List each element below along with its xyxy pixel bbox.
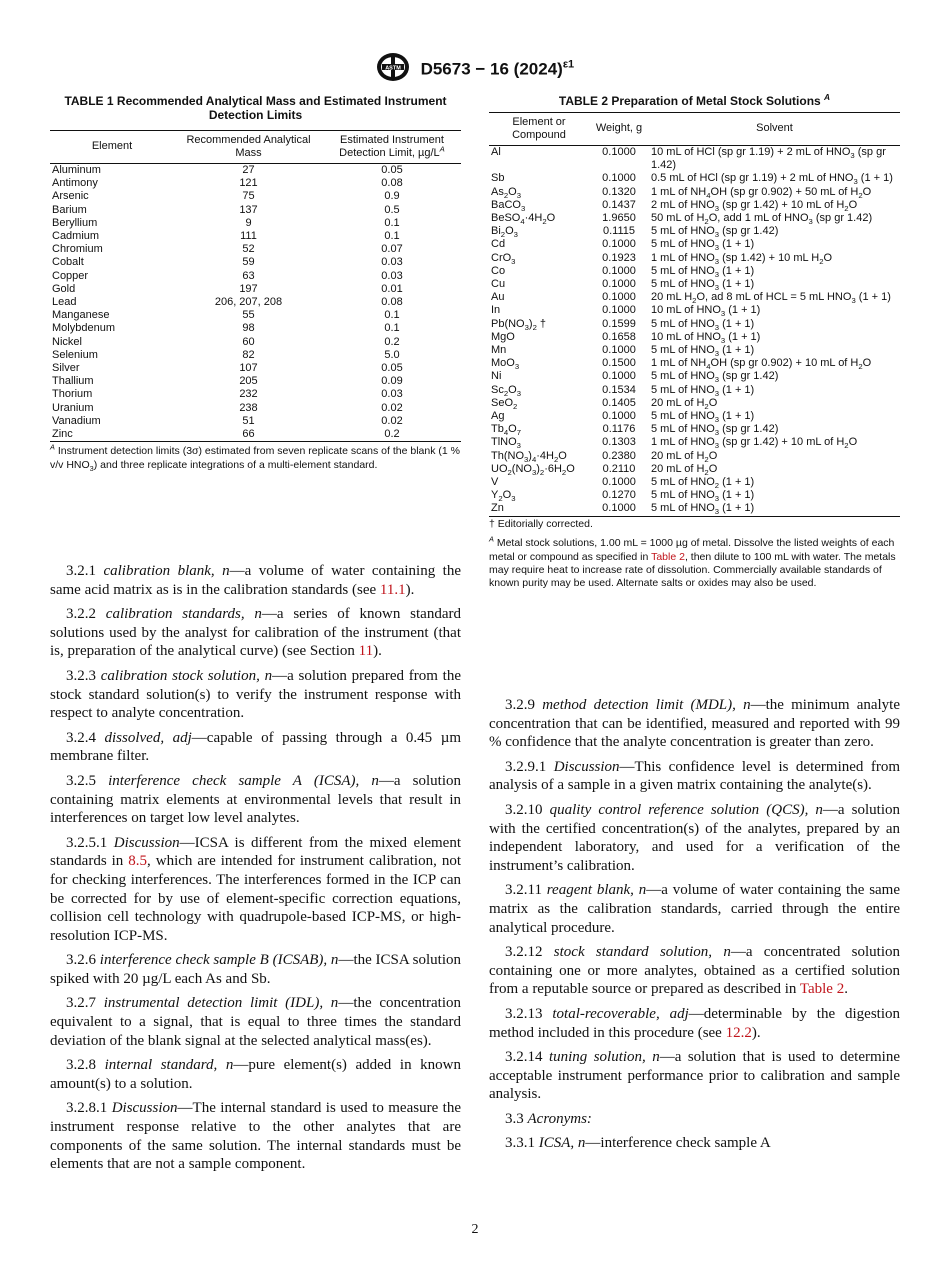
- table1-row: [50, 375, 461, 388]
- definition-term: calibration blank, n: [103, 563, 230, 579]
- table1-row: [50, 283, 461, 296]
- table1-cell: 63: [242, 269, 255, 282]
- table2-row: [489, 502, 900, 516]
- table1-row: [50, 243, 461, 256]
- table2-cell-element: Cu: [491, 278, 506, 291]
- table2-cell-solvent: 10 mL of $HNO_3$ (1 + 1): [651, 330, 761, 346]
- cross-reference-link[interactable]: 11.1: [379, 581, 406, 598]
- table2-cell-element: Zn: [491, 502, 504, 515]
- table2-cell-solvent: 5 mL of $HNO_3$ (1 + 1): [651, 410, 755, 425]
- table1-row: [50, 256, 461, 269]
- definition-term: calibration standards, n: [105, 606, 262, 623]
- table2-cell-weight: 0.1000: [602, 410, 636, 423]
- definition-paragraph: 3.3.1 ICSA, n—interference check sample A: [505, 1135, 771, 1152]
- table2-cell-solvent: 5 mL of $HNO_3$ (sp gr 1.42): [651, 225, 779, 240]
- table2-cell-element: $Pb(NO_3)_2$ †: [491, 317, 547, 332]
- table2-cell-element: BaCO$_3$: [491, 198, 526, 213]
- table1-cell: 0.03: [381, 269, 403, 282]
- table2-row: [489, 370, 900, 383]
- table1-cell: 0.07: [381, 243, 403, 256]
- table2-cell-element: Ni: [491, 370, 502, 383]
- table2-cell-weight: 0.1000: [602, 344, 636, 357]
- table2-row: [489, 489, 900, 502]
- definition-term: Discussion: [113, 834, 180, 851]
- table2-row: [489, 278, 900, 291]
- table1-cell: 206, 207, 208: [214, 296, 283, 309]
- table2-header-solvent: Solvent: [756, 122, 793, 135]
- table1-cell: 0.03: [381, 388, 403, 401]
- table1-cell: Chromium: [52, 243, 103, 256]
- table1-row: [50, 190, 461, 203]
- table2-cell-weight: 0.1270: [602, 489, 636, 502]
- table2-cell-element: MgO: [491, 330, 515, 343]
- table2-cell-element: TlNO$_3$: [491, 436, 521, 451]
- table1-row: [50, 296, 461, 309]
- table2-cell-solvent: 20 mL $H_2O$, ad 8 mL of HCL = 5 mL $HNO_3$ (1 + 1): [651, 291, 891, 306]
- definition-term: Discussion: [111, 1100, 178, 1117]
- table2-cell-solvent: 5 mL of $HNO_3$ (1 + 1): [651, 489, 755, 504]
- table1-cell: Antimony: [52, 177, 98, 190]
- table1-cell: 0.08: [381, 177, 403, 190]
- table1-row: [50, 349, 461, 362]
- table2-cell-element: Cd: [491, 238, 506, 251]
- table1-cell: 98: [242, 322, 255, 335]
- table1-cell: Aluminum: [52, 164, 101, 176]
- table1-cell: 0.09: [381, 375, 403, 388]
- table1-cell: 0.02: [381, 401, 403, 414]
- table2-cell-weight: 0.1534: [602, 383, 636, 396]
- astm-logo-icon: [376, 52, 410, 87]
- designation: D5673 − 16 (2024): [420, 59, 563, 79]
- table1-row: [50, 230, 461, 243]
- table2-cell-weight: 0.1000: [602, 476, 636, 489]
- definition-term: dissolved, adj: [104, 729, 192, 746]
- table1-caption: TABLE 1 Recommended Analytical Mass and Estimated Instrument Detection Limits: [64, 94, 447, 122]
- table2-cell-weight: 0.1000: [602, 264, 636, 277]
- table2-cell-solvent: 5 mL of $HNO_3$ (1 + 1): [651, 238, 755, 253]
- table1-cell: 0.1: [384, 216, 400, 229]
- table1-row: [50, 164, 461, 178]
- left-column: [50, 562, 461, 1180]
- table1-row: [50, 322, 461, 335]
- definition-term: instrumental detection limit (IDL), n: [103, 995, 339, 1012]
- definition-term: ICSA, n: [538, 1135, 586, 1152]
- table1-cell: Uranium: [52, 401, 94, 414]
- definition-paragraph: 3.2.12 stock standard solution, n—a concentrated solution containing one or more analytes, obtained as a certified solution from a reputable source or prepared as described in Table 2.: [489, 944, 901, 998]
- table2-cell-weight: 0.1115: [602, 225, 635, 238]
- table1-cell: 0.1: [384, 230, 400, 243]
- definition-paragraph: 3.2.13 total-recoverable, adj—determinable by the digestion method included in this procedure (see 12.2).: [489, 1005, 900, 1041]
- definition-paragraph: 3.2.6 interference check sample B (ICSAB), n—the ICSA solution spiked with 20 µg/L each As and Sb.: [50, 952, 462, 987]
- table1-header-element: Element: [91, 140, 133, 153]
- table2-cell-weight: 0.1303: [602, 436, 636, 449]
- table2-cell-solvent: 5 mL of $HNO_2$ (1 + 1): [651, 476, 755, 491]
- table2-row: [489, 463, 900, 476]
- table1-cell: 0.5: [384, 203, 400, 216]
- table2-cell-weight: 0.1000: [602, 370, 636, 383]
- table2-cell-solvent: 10 mL of HCl (sp gr 1.19) + 2 mL of $HNO_3$ (sp gr 1.42): [651, 146, 886, 172]
- right-column: [489, 696, 900, 1159]
- table2-row: [489, 318, 900, 331]
- cross-reference-link[interactable]: 11: [358, 643, 374, 660]
- table1-cell: 51: [242, 414, 255, 427]
- table1-cell: 60: [242, 335, 255, 348]
- table2-row: [489, 344, 900, 357]
- table2-row: [489, 476, 900, 489]
- table1-cell: 0.2: [384, 428, 400, 441]
- table1-cell: Nickel: [52, 335, 82, 348]
- table2-cell-solvent: 50 mL of $H_2O$, add 1 mL of $HNO_3$ (sp gr 1.42): [651, 212, 873, 227]
- table1-cell: Selenium: [52, 348, 98, 361]
- table2-cell-weight: 0.1000: [602, 238, 636, 251]
- table2-cell-solvent: 10 mL of $HNO_3$ (1 + 1): [651, 304, 761, 319]
- table1-cell: 0.9: [384, 190, 400, 203]
- table1-cell: Vanadium: [52, 414, 101, 427]
- table2-cell-element: SeO$_2$: [491, 396, 518, 412]
- table1-row: [50, 336, 461, 349]
- table2-cell-weight: 0.1437: [602, 198, 636, 211]
- table2-cell-weight: 1.9650: [602, 212, 636, 225]
- table2-row: [489, 146, 900, 173]
- definition-paragraph: 3.2.1 calibration blank, n—a volume of water containing the same acid matrix as is in the calibration standards (see 11.1).: [50, 563, 461, 598]
- table1-cell: Lead: [52, 296, 77, 309]
- table1-row: [50, 362, 461, 375]
- definition-term: method detection limit (MDL), n: [542, 697, 751, 713]
- table1-row: [50, 388, 461, 401]
- definition-paragraph: 3.3 Acronyms:: [505, 1110, 592, 1127]
- table2-link[interactable]: Table 2: [651, 550, 685, 563]
- table2-header-weight: Weight, g: [595, 122, 643, 135]
- table1-cell: 238: [239, 401, 258, 414]
- table2-cell-solvent: 5 mL of $HNO_3$ (1 + 1): [651, 502, 755, 517]
- table2-cell-weight: 0.1320: [602, 185, 636, 198]
- table1-cell: Cobalt: [52, 256, 84, 269]
- page-number: 2: [471, 1222, 479, 1237]
- table2-row: [489, 252, 900, 265]
- table2-cell-element: $Tb_4O_7$: [491, 423, 521, 438]
- table2-cell-solvent: 20 mL of $H_2O$: [651, 449, 718, 464]
- table2-cell-solvent: 5 mL of $HNO_3$ (1 + 1): [651, 278, 755, 293]
- table2-cell-element: Al: [491, 146, 501, 158]
- table1-cell: 121: [239, 177, 258, 190]
- table1-cell: Manganese: [52, 309, 110, 322]
- table2-cell-element: $BeSO_4\cdot 4H_2O$: [491, 212, 556, 227]
- definition-term: interference check sample B (ICSAB), n: [99, 952, 339, 969]
- table1-cell: Beryllium: [52, 216, 98, 229]
- table1-cell: 205: [239, 375, 258, 388]
- table1-cell: 75: [242, 190, 255, 203]
- table2-cell-weight: 0.1923: [602, 251, 636, 264]
- table2-cell-solvent: 5 mL of $HNO_3$ (1 + 1): [651, 264, 755, 280]
- table1-row: [50, 428, 461, 442]
- table2-dagger-note: † Editorially corrected.: [489, 517, 593, 530]
- table2-row: [489, 265, 900, 278]
- table1-cell: 52: [242, 243, 255, 256]
- definition-paragraph: 3.2.14 tuning solution, n—a solution that is used to determine acceptable instrument performance prior to calibration and sample analysis.: [489, 1049, 900, 1103]
- table2-cell-solvent: 2 mL of $HNO_3$ (sp gr 1.42) + 10 mL of $H_2O$: [651, 198, 858, 213]
- table1-cell: 0.2: [384, 335, 400, 348]
- table2-row: [489, 172, 900, 185]
- table1-cell: 0.05: [381, 164, 403, 176]
- table2-cell-solvent: 5 mL of $HNO_3$ (1 + 1): [651, 317, 755, 332]
- definition-paragraph: 3.2.3 calibration stock solution, n—a solution prepared from the stock standard solution(s) to verify the instrument response with respect to analyte concentration.: [50, 667, 462, 722]
- table1-cell: Gold: [52, 282, 76, 295]
- table2-cell-element: Co: [491, 264, 506, 277]
- definition-paragraph: 3.2.8.1 Discussion—The internal standard is used to measure the instrument response relative to the other analytes that are components of the same solution. The internal standards must be elements that are not a sample component.: [50, 1100, 461, 1173]
- table1-cell: 55: [242, 309, 255, 322]
- table2-cell-element: $Sc_2O_3$: [491, 383, 521, 398]
- table2-cell-element: Sb: [491, 172, 505, 185]
- table2-caption: TABLE 2 Preparation of Metal Stock Solutions $^A$: [558, 92, 831, 108]
- table2-cell-element: $Th(NO_3)_4\cdot 4H_2O$: [491, 449, 567, 464]
- table2-cell-solvent: 1 mL of $HNO_3$ (sp gr 1.42) + 10 mL of $H_2O$: [651, 436, 858, 451]
- table2-cell-weight: 0.1000: [602, 502, 636, 515]
- table2-footnote: $^A$ Metal stock solutions, 1.00 mL = 1000 µg of metal. Dissolve the listed weights of each metal or compound as specified in Table 2, then dilute to 100 mL with water. The metals may require heat to increase rate of dissolution. Commercially available standards of known purity may be used. Alternate salts or oxides may also be used.: [489, 534, 896, 590]
- table1-cell: Molybdenum: [52, 322, 115, 335]
- table2-row: [489, 212, 900, 225]
- table2-cell-element: Ag: [491, 410, 505, 423]
- definition-paragraph: 3.2.9 method detection limit (MDL), n—the minimum analyte concentration that can be identified, measured and reported with 99 % confidence that the analyte concentration is greater than zero.: [489, 697, 900, 751]
- definition-paragraph: 3.2.8 internal standard, n—pure element(s) added in known amount(s) to a solution.: [50, 1057, 461, 1092]
- page-header: [0, 52, 950, 87]
- table2-row: [489, 357, 900, 370]
- table2-cell-element: V: [491, 476, 499, 489]
- table2-row: [489, 450, 900, 463]
- table2-row: [489, 436, 900, 449]
- table1-cell: 27: [242, 164, 255, 176]
- table2-cell-solvent: 20 mL of $H_2O$: [651, 396, 718, 412]
- designation-superscript: ε1: [562, 58, 575, 71]
- table2-row: [489, 410, 900, 423]
- definition-paragraph: 3.2.7 instrumental detection limit (IDL), n—the concentration equivalent to a signal, that is equal to three times the standard deviation of the blank signal at the selected analytical mass(es).: [50, 995, 461, 1049]
- definition-paragraph: 3.2.5.1 Discussion—ICSA is different from the mixed element standards in 8.5, which are intended for instrument calibration, not for checking interferences. The interferences formed in the ICP can be corrected for by use of element-specific correction equations, collision cell technology with quadrupole-based ICP-MS, or high-resolution ICP-MS.: [50, 834, 462, 944]
- svg-text:ASTM: ASTM: [385, 65, 401, 72]
- table1-row: [50, 402, 461, 415]
- definition-term: tuning solution, n: [548, 1049, 660, 1066]
- table2-cell-weight: 0.2380: [602, 449, 636, 462]
- table2-cell-weight: 0.1500: [602, 357, 636, 370]
- table2-cell-weight: 0.1000: [602, 278, 636, 291]
- table2-cell-element: CrO$_3$: [491, 251, 516, 266]
- table2-cell-solvent: 5 mL of $HNO_3$ (sp gr 1.42): [651, 423, 779, 438]
- table2-header-element: Element or Compound: [512, 115, 566, 141]
- table2-row: [489, 186, 900, 199]
- table2-row: [489, 423, 900, 436]
- table1-cell: 0.03: [381, 256, 403, 269]
- table2-cell-weight: 0.1000: [602, 291, 636, 304]
- table2-row: [489, 238, 900, 251]
- table1-cell: Copper: [52, 269, 89, 282]
- cross-reference-link[interactable]: 8.5: [128, 853, 148, 870]
- table1-cell: 197: [239, 282, 258, 295]
- table1-cell: 137: [239, 203, 258, 216]
- table1-row: [50, 270, 461, 283]
- table2-row: [489, 291, 900, 304]
- table2-cell-weight: 0.1658: [602, 330, 636, 343]
- definition-term: quality control reference solution (QCS), n: [549, 801, 823, 818]
- table2-row: [489, 304, 900, 317]
- table1-cell: Thorium: [52, 388, 93, 401]
- cross-reference-link[interactable]: 12.2: [725, 1024, 752, 1041]
- table1-cell: Zinc: [52, 428, 73, 441]
- definition-paragraph: 3.2.10 quality control reference solution (QCS), n—a solution with the certified concentration(s) of the analytes, prepared by an independent laboratory, and used for a verification of the instrument’s calibration.: [489, 801, 901, 874]
- table1-row: [50, 217, 461, 230]
- definition-term: Acronyms:: [527, 1110, 592, 1127]
- table2-cell-solvent: 1 mL of $HNO_3$ (sp 1.42) + 10 mL $H_2O$: [651, 251, 833, 266]
- table2-cell-weight: 0.1599: [602, 317, 636, 330]
- table2-cell-solvent: 20 mL of $H_2O$: [651, 462, 718, 478]
- table1-cell: Cadmium: [52, 230, 100, 243]
- table2-cell-element: MoO$_3$: [491, 357, 520, 372]
- table2: [489, 94, 900, 591]
- table1-cell: 0.02: [381, 414, 403, 427]
- table1-cell: 107: [239, 362, 258, 375]
- table2-cell-element: $As_2O_3$: [491, 185, 521, 200]
- table1: [50, 94, 461, 472]
- table1-cell: 0.1: [384, 309, 400, 322]
- definition-paragraph: 3.2.5 interference check sample A (ICSA), n—a solution containing matrix elements at environmental levels that result in interferences on target low level analytes.: [50, 772, 462, 827]
- definition-term: total-recoverable, adj: [552, 1005, 689, 1022]
- table1-cell: 0.05: [381, 362, 403, 375]
- definition-term: reagent blank, n: [546, 882, 647, 899]
- table1-cell: 0.08: [381, 296, 403, 309]
- cross-reference-link[interactable]: Table 2: [799, 981, 845, 998]
- table2-cell-solvent: 1 mL of $NH_4OH$ (sp gr 0.902) + 50 mL of $H_2O$: [651, 185, 872, 200]
- definition-paragraph: 3.2.2 calibration standards, n—a series of known standard solutions used by the analyst for calibration of the instrument (that is, preparation of the analytical curve) (see Section 11).: [50, 606, 461, 660]
- table1-cell: Barium: [52, 203, 87, 216]
- table1-cell: 232: [239, 388, 258, 401]
- table2-cell-element: $UO_2(NO_3)_2\cdot 6H_2O$: [491, 462, 575, 478]
- table1-cell: 59: [242, 256, 255, 269]
- table1-grid: [50, 130, 461, 442]
- table2-cell-solvent: 5 mL of $HNO_3$ (1 + 1): [651, 344, 755, 359]
- table1-header-mass: Recommended Analytical Mass: [186, 133, 311, 159]
- table2-row: [489, 225, 900, 238]
- table2-cell-element: $Y_2O_3$: [491, 489, 516, 504]
- table2-row: [489, 384, 900, 397]
- table1-cell: 9: [245, 216, 252, 229]
- table1-cell: 0.01: [381, 282, 403, 295]
- table1-cell: 111: [240, 230, 257, 243]
- table1-cell: Silver: [52, 362, 80, 375]
- table2-cell-weight: 0.1405: [602, 396, 636, 409]
- table1-row: [50, 204, 461, 217]
- table2-cell-weight: 0.1176: [602, 423, 636, 436]
- table1-cell: 5.0: [384, 348, 400, 361]
- definition-paragraph: 3.2.9.1 Discussion—This confidence level is determined from analysis of a sample in a given matrix containing the analyte(s).: [489, 758, 901, 794]
- table2-cell-solvent: 1 mL of $NH_4OH$ (sp gr 0.902) + 10 mL of $H_2O$: [651, 357, 872, 372]
- definition-term: calibration stock solution, n: [100, 667, 273, 684]
- table2-row: [489, 397, 900, 410]
- table2-cell-solvent: 5 mL of $HNO_3$ (1 + 1): [651, 383, 755, 398]
- table2-row: [489, 199, 900, 212]
- table2-cell-element: Mn: [491, 344, 507, 357]
- definition-term: Discussion: [553, 758, 620, 775]
- table1-footnote: $^A$ Instrument detection limits (3σ) estimated from seven replicate scans of the blank (1 % v/v $HNO_3$) and three replicate integrations of a multi-element standard.: [50, 442, 460, 473]
- table2-cell-element: $Bi_2O_3$: [491, 225, 518, 240]
- table2-cell-weight: 0.1000: [602, 146, 636, 158]
- table2-cell-weight: 0.1000: [602, 172, 636, 185]
- table1-cell: 0.1: [384, 322, 400, 335]
- table1-row: [50, 177, 461, 190]
- table1-cell: 82: [242, 348, 255, 361]
- table1-row: [50, 415, 461, 428]
- table2-cell-element: In: [491, 304, 501, 317]
- table2-row: [489, 331, 900, 344]
- table1-cell: Thallium: [52, 375, 94, 388]
- definition-paragraph: 3.2.4 dissolved, adj—capable of passing through a 0.45 µm membrane filter.: [50, 729, 462, 765]
- table2-grid: [489, 112, 900, 517]
- definition-term: interference check sample A (ICSA), n: [108, 772, 379, 789]
- table2-cell-solvent: 0.5 mL of HCl (sp gr 1.19) + 2 mL of $HNO_3$ (1 + 1): [651, 172, 893, 187]
- definition-paragraph: 3.2.11 reagent blank, n—a volume of water containing the same matrix as the calibration standards, carried through the entire analytical procedure.: [489, 882, 901, 936]
- table1-cell: 66: [242, 428, 255, 441]
- definition-term: stock standard solution, n: [553, 944, 731, 961]
- table2-cell-element: Au: [491, 291, 505, 304]
- table1-cell: Arsenic: [52, 190, 89, 203]
- table2-cell-weight: 0.1000: [602, 304, 636, 317]
- table2-cell-solvent: 5 mL of $HNO_3$ (sp gr 1.42): [651, 370, 779, 385]
- table1-row: [50, 309, 461, 322]
- definition-term: internal standard, n: [104, 1057, 234, 1074]
- table2-cell-weight: 0.2110: [602, 462, 636, 475]
- table1-header-limit: Estimated Instrument Detection Limit, $\mu g/L^A$: [339, 133, 445, 159]
